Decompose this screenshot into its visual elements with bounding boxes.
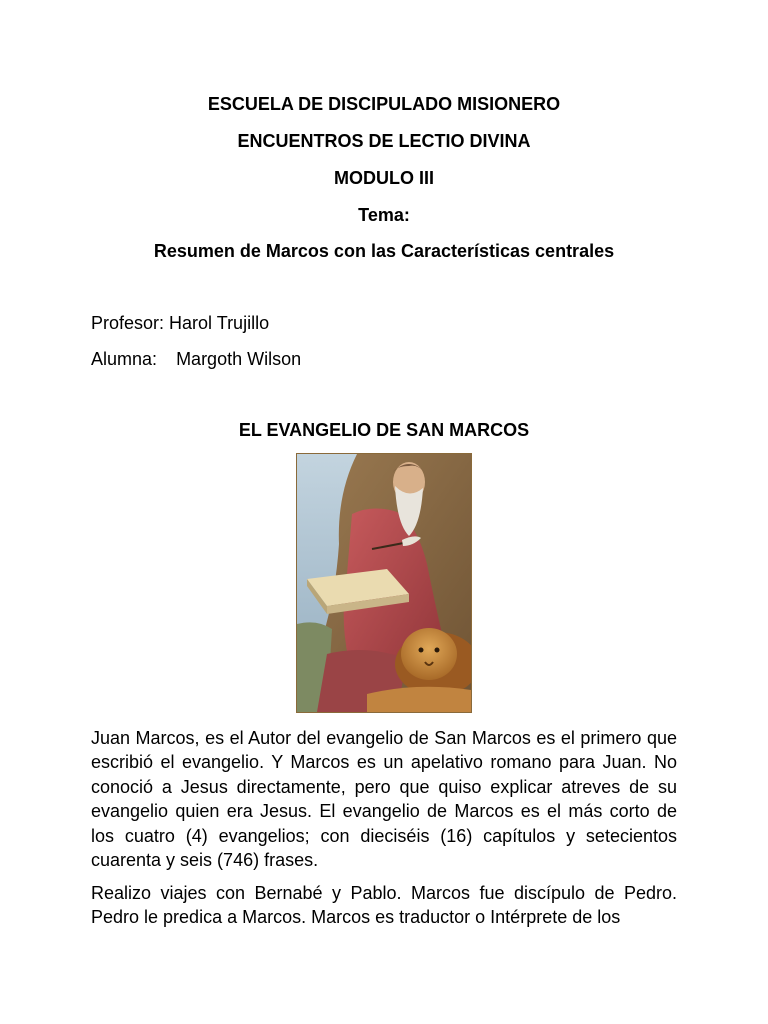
- series-heading: ENCUENTROS DE LECTIO DIVINA: [237, 131, 531, 151]
- module-heading: MODULO III: [334, 168, 434, 188]
- profesor-label: Profesor:: [91, 313, 165, 333]
- body-paragraph: Realizo viajes con Bernabé y Pablo. Marcos fue discípulo de Pedro. Pedro le predica a Marcos. Marcos es traductor o Intérprete de los: [91, 883, 677, 928]
- alumna-name: Margoth Wilson: [176, 349, 302, 369]
- alumna-label: Alumna:: [91, 349, 158, 369]
- topic-label: Tema:: [358, 205, 410, 225]
- saint-mark-illustration: [296, 453, 472, 713]
- section-title: EL EVANGELIO DE SAN MARCOS: [238, 420, 530, 440]
- profesor-line: [91, 312, 269, 334]
- lion-eye-right: [435, 648, 440, 653]
- body-paragraph: Juan Marcos, es el Autor del evangelio de San Marcos es el primero que escribió el evangelio. Y Marcos es un apelativo romano para Juan. No conoció a Jesus directamente, pero que quiso explicar atreves de su evangelio quien era Jesus. El evangelio de Marcos es el más corto de los cuatro (4) evangelios; con dieciséis (16) capítulos y setecientos cuarenta y seis (746) frases.: [91, 728, 677, 871]
- topic-heading: Resumen de Marcos con las Características centrales: [153, 241, 615, 261]
- alumna-line: [91, 348, 301, 370]
- lion-head: [401, 628, 457, 680]
- school-heading: ESCUELA DE DISCIPULADO MISIONERO: [207, 94, 561, 114]
- profesor-name: Harol Trujillo: [169, 313, 270, 333]
- lion-eye-left: [419, 648, 424, 653]
